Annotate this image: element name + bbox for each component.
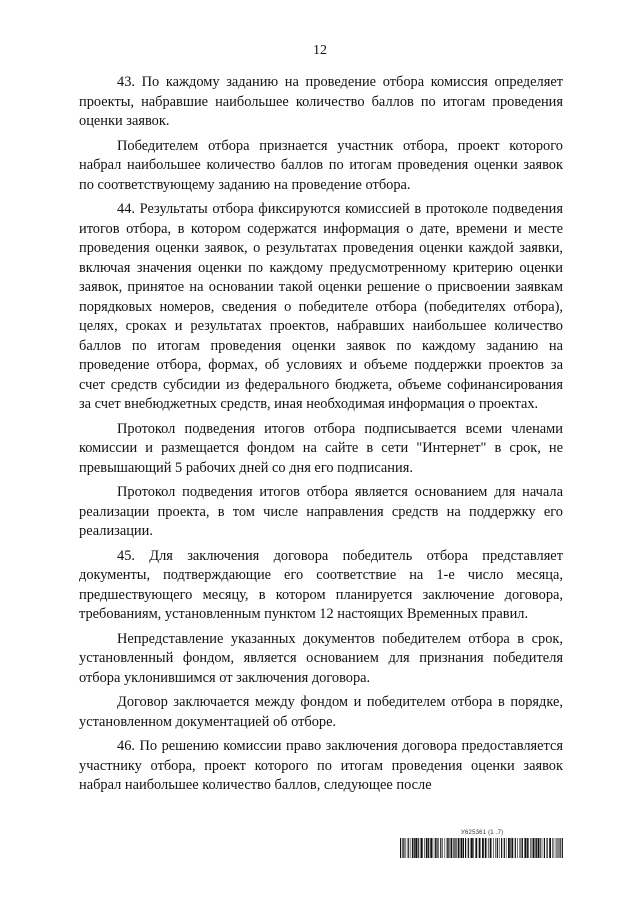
- paragraph-protocol-signing: Протокол подведения итогов отбора подписывается всеми членами комиссии и размещается фондом на сайте в сети "Интернет" в срок, не превышающий 5 рабочих дней со дня его подписания.: [79, 420, 563, 476]
- document-body: [79, 73, 563, 796]
- barcode-icon: [400, 838, 564, 858]
- paragraph-winner-definition: Победителем отбора признается участник отбора, проект которого набрал наибольшее количество баллов по итогам проведения оценки заявок по соответствующему заданию на проведение отбора.: [79, 137, 563, 193]
- paragraph-46: 46. По решению комиссии право заключения договора предоставляется участнику отбора, проект которого по итогам проведения оценки заявок набрал наибольшее количество баллов, следующее после: [79, 738, 563, 793]
- paragraph-44: 44. Результаты отбора фиксируются комиссией в протоколе подведения итогов отбора, в котором содержатся информация о дате, времени и месте проведения оценки заявок, о результатах проведения оценки каждой заявки, включая значения оценки по каждому предусмотренному критерию оценки заявок, принятое на основании такой оценки решение о присвоении заявкам порядковых номеров, сведения о победителе отбора (победителях отбора), целях, сроках и результатах проектов, набравших наибольшее количество баллов по итогам проведения оценки заявок по каждому заданию на проведение отбора, формах, об условиях и объеме поддержки проектов за счет средств субсидии из федерального бюджета, объеме софинансирования за счет внебюджетных средств, иная необходимая информация о проектах.: [79, 201, 563, 412]
- page-number: 12: [313, 43, 327, 58]
- paragraph-non-submission: Непредставление указанных документов победителем отбора в срок, установленный фондом, является основанием для признания победителя отбора уклонившимся от заключения договора.: [79, 630, 563, 686]
- barcode-label: У625361 (1 .7): [461, 830, 504, 836]
- paragraph-45: 45. Для заключения договора победитель отбора представляет документы, подтверждающие его соответствие на 1-е число месяца, предшествующего месяцу, в котором планируется заключение договора, требованиям, установленным пунктом 12 настоящих Временных правил.: [79, 547, 563, 622]
- paragraph-protocol-basis: Протокол подведения итогов отбора является основанием для начала реализации проекта, в том числе направления средств на поддержку его реализации.: [79, 484, 563, 539]
- paragraph-contract: Договор заключается между фондом и победителем отбора в порядке, установленном документацией об отборе.: [79, 694, 563, 730]
- paragraph-43: 43. По каждому заданию на проведение отбора комиссия определяет проекты, набравшие наибольшее количество баллов по итогам проведения оценки заявок.: [79, 74, 563, 129]
